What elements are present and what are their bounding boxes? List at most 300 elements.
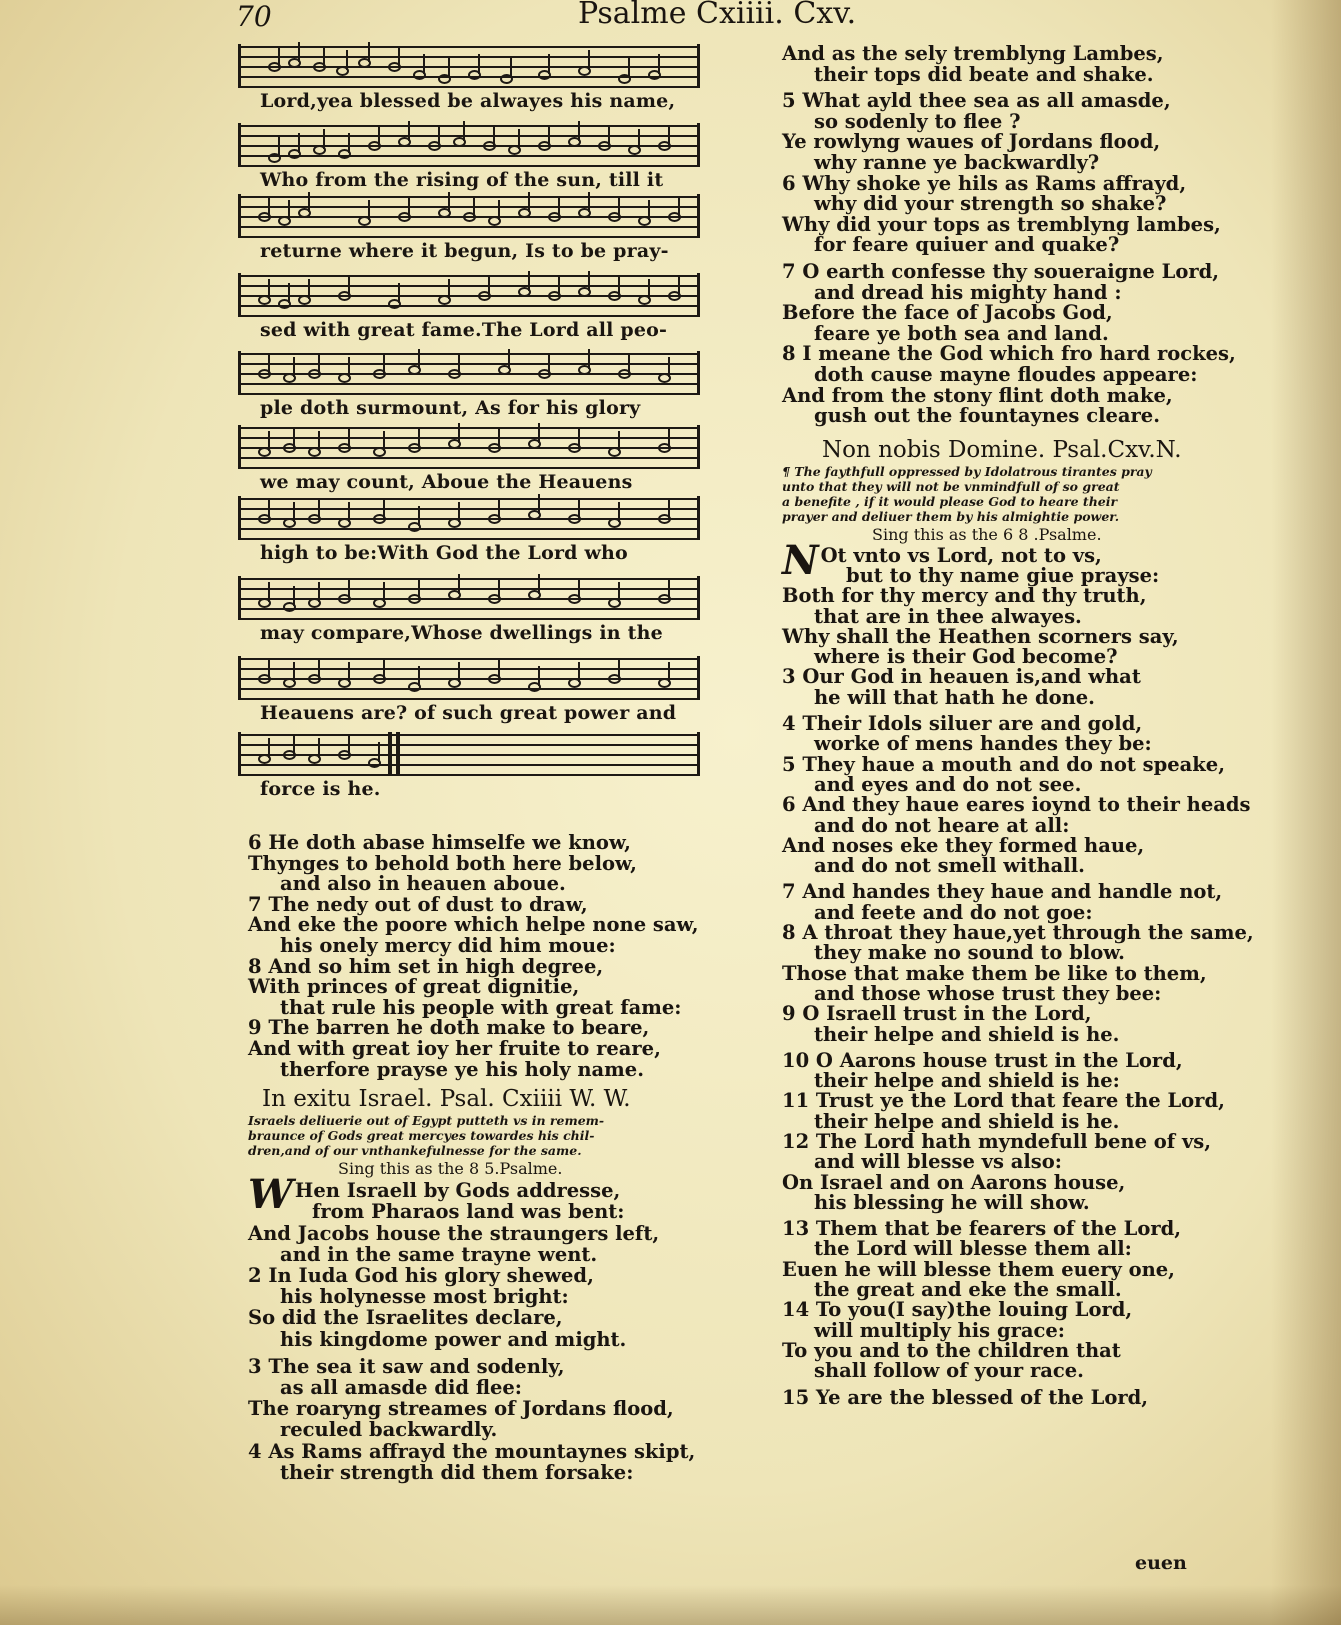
staff-line — [238, 698, 700, 700]
verse-line — [248, 1265, 718, 1286]
verse-text: Euen he will blesse them euery one, — [782, 1257, 1175, 1281]
note-stem — [383, 431, 385, 451]
right-text-column — [782, 42, 1254, 1409]
psalm113-verses — [248, 833, 718, 1080]
staff-line — [238, 688, 700, 690]
verse-line — [248, 1462, 718, 1483]
verse-text: 6 And they haue eares ioynd to their heads — [782, 793, 1251, 817]
note-stem — [548, 54, 550, 74]
note-stem — [578, 662, 580, 682]
note-stem — [318, 498, 320, 518]
verse-line — [248, 1356, 718, 1377]
music-staff-block — [238, 732, 708, 811]
note-stem — [383, 658, 385, 678]
note-stem — [488, 275, 490, 295]
verse-line — [782, 259, 1220, 283]
verse-line — [782, 235, 1202, 256]
note-stem — [578, 578, 580, 598]
verse-text: gush out the fountaynes cleare. — [814, 404, 1160, 428]
staff-line — [238, 508, 700, 510]
staff-barline — [238, 732, 241, 776]
note-stem — [668, 427, 670, 447]
note-stem — [318, 582, 320, 602]
verse-line — [782, 1089, 1225, 1113]
verse-line — [248, 1286, 718, 1307]
music-staff — [238, 732, 700, 776]
verse-text: and do not heare at all: — [814, 813, 1070, 837]
verse-line — [248, 1223, 718, 1244]
music-lyric-line: high to be:With God the Lord who — [260, 542, 628, 564]
verse-text: therfore prayse ye his holy name. — [280, 1057, 645, 1081]
note-stem — [618, 582, 620, 602]
note-stem — [288, 200, 290, 220]
staff-line — [238, 86, 700, 88]
staff-line — [238, 305, 700, 307]
note-stem — [378, 742, 380, 762]
note-stem — [293, 662, 295, 682]
verse-line — [248, 1441, 718, 1462]
note-stem — [418, 349, 420, 369]
note-stem — [268, 353, 270, 373]
note-stem — [348, 502, 350, 522]
verse-text: To you and to the children that — [782, 1338, 1121, 1362]
verse-text: And eke the poore which helpe none saw, — [248, 913, 699, 937]
note-stem — [578, 427, 580, 447]
staff-line — [238, 275, 700, 277]
note-stem — [318, 431, 320, 451]
music-staff-block — [238, 273, 708, 352]
verse-text: And Jacobs house the straungers left, — [248, 1221, 660, 1245]
staff-barline — [238, 194, 241, 238]
music-lyric-line: force is he. — [260, 778, 381, 800]
verse-line — [248, 933, 718, 957]
argument-line: ¶ The faythfull oppressed by Idolatrous tirantes pray — [782, 463, 1152, 479]
verse-text: 8 And so him set in high degree, — [248, 954, 604, 978]
note-stem — [308, 192, 310, 212]
verse-text: reculed backwardly. — [280, 1418, 498, 1442]
staff-line — [238, 668, 700, 670]
verse-line — [782, 62, 1202, 86]
verse-text: 4 As Rams affrayd the mountaynes skipt, — [248, 1439, 696, 1463]
note-stem — [448, 279, 450, 299]
verse-text: 7 O earth confesse thy soueraigne Lord, — [782, 259, 1220, 283]
note-stem — [298, 42, 300, 62]
note-stem — [278, 137, 280, 157]
verse-line — [248, 1377, 718, 1398]
verse-text: feare ye both sea and land. — [814, 321, 1109, 345]
note-stem — [293, 734, 295, 754]
verse-text: Ot vnto vs Lord, not to vs, — [820, 543, 1102, 567]
note-stem — [268, 196, 270, 216]
staff-barline — [697, 351, 700, 395]
note-stem — [458, 423, 460, 443]
staff-line — [238, 427, 700, 429]
verse-line — [782, 900, 1202, 924]
verse-line — [782, 813, 1202, 837]
note-stem — [293, 502, 295, 522]
note-stem — [268, 498, 270, 518]
verse-text: Why did your tops as tremblyng lambes, — [782, 212, 1221, 236]
verse-line — [248, 1244, 718, 1265]
note-stem — [458, 502, 460, 522]
note-stem — [458, 353, 460, 373]
staff-barline — [697, 44, 700, 88]
verse-line — [782, 981, 1202, 1005]
verse-line — [782, 1170, 1202, 1194]
verse-text: his kingdome power and might. — [280, 1327, 627, 1351]
psalm114-verses — [248, 1171, 718, 1484]
staff-barline — [697, 576, 700, 620]
music-staff — [238, 123, 700, 167]
staff-line — [238, 165, 700, 167]
verse-line — [782, 383, 1202, 407]
verse-line — [782, 1130, 1212, 1153]
staff-line — [238, 498, 700, 500]
verse-line — [248, 1307, 718, 1328]
argument-line: braunce of Gods great mercyes towardes his chil- — [248, 1128, 595, 1144]
staff-line — [238, 46, 700, 48]
verse-line — [782, 1004, 1202, 1024]
note-stem — [668, 357, 670, 377]
verse-text: 2 In Iuda God his glory shewed, — [248, 1263, 594, 1287]
music-staff-block — [238, 656, 708, 735]
verse-text: 5 They haue a mouth and do not speake, — [782, 752, 1225, 776]
verse-line — [782, 961, 1207, 985]
note-stem — [498, 578, 500, 598]
note-stem — [318, 738, 320, 758]
final-barline — [396, 732, 400, 776]
verse-line — [782, 132, 1202, 153]
note-stem — [498, 658, 500, 678]
catchword: euen — [1135, 1552, 1187, 1574]
verse-line — [782, 1385, 1202, 1409]
verse-line — [782, 752, 1225, 776]
note-stem — [528, 271, 530, 291]
note-stem — [618, 502, 620, 522]
verse-line — [782, 921, 1254, 945]
note-stem — [538, 494, 540, 514]
drop-capital: N — [782, 536, 819, 584]
music-staff — [238, 425, 700, 469]
verse-text: 12 The Lord hath myndefull bene of vs, — [782, 1130, 1212, 1153]
verse-line — [782, 772, 1202, 796]
verse-text: but to thy name giue prayse: — [846, 563, 1160, 587]
staff-line — [238, 353, 700, 355]
note-stem — [658, 54, 660, 74]
verse-text: 3 Our God in heauen is,and what — [782, 665, 1141, 689]
psalm115-tune-note: Sing this as the 6 8 .Psalme. — [872, 524, 1102, 544]
music-staff-block — [238, 496, 708, 575]
music-lyric-line: ple doth surmount, As for his glory — [260, 397, 641, 419]
verse-text: that rule his people with great fame: — [280, 995, 682, 1019]
note-stem — [473, 196, 475, 216]
staff-line — [238, 754, 700, 756]
verse-text: will multiply his grace: — [814, 1318, 1065, 1342]
verse-line — [782, 44, 1202, 65]
psalm114-continued-verses — [782, 42, 1236, 428]
verse-line — [782, 171, 1202, 195]
note-stem — [510, 58, 512, 78]
verse-text: Before the face of Jacobs God, — [782, 301, 1113, 325]
staff-barline — [238, 123, 241, 167]
verse-text: 9 O Israell trust in the Lord, — [782, 1002, 1092, 1026]
staff-barline — [697, 656, 700, 700]
verse-text: worke of mens handes they be: — [814, 732, 1152, 756]
verse-text: as all amasde did flee: — [280, 1375, 523, 1399]
argument-line: dren,and of our vnthankefulnesse for the same. — [248, 1143, 582, 1159]
verse-line — [248, 1057, 718, 1081]
note-stem — [408, 196, 410, 216]
note-stem — [498, 498, 500, 518]
staff-line — [238, 447, 700, 449]
staff-barline — [238, 496, 241, 540]
verse-text: for feare quiuer and quake? — [814, 233, 1120, 257]
note-stem — [346, 50, 348, 70]
staff-barline — [238, 576, 241, 620]
note-stem — [538, 666, 540, 686]
note-stem — [608, 125, 610, 145]
note-stem — [548, 353, 550, 373]
staff-barline — [238, 44, 241, 88]
verse-text: 5 What ayld thee sea as all amasde, — [782, 89, 1171, 113]
verse-line — [782, 1219, 1202, 1239]
verse-line — [782, 1190, 1202, 1214]
verse-line — [248, 1201, 718, 1222]
verse-line — [782, 734, 1202, 754]
verse-line — [248, 1398, 718, 1419]
staff-line — [238, 56, 700, 58]
verse-line — [782, 91, 1202, 112]
verse-line — [782, 1338, 1202, 1362]
verse-line — [782, 880, 1223, 904]
note-stem — [398, 46, 400, 66]
note-stem — [548, 125, 550, 145]
music-staff-block — [238, 194, 708, 273]
note-stem — [348, 275, 350, 295]
argument-line: a benefite , if it would please God to heare their — [782, 493, 1118, 509]
page-bottom-shadow — [0, 1585, 1341, 1625]
verse-text: 4 Their Idols siluer are and gold, — [782, 712, 1143, 736]
verse-text: On Israel and on Aarons house, — [782, 1170, 1126, 1194]
verse-line — [782, 1048, 1202, 1072]
verse-line — [782, 1361, 1202, 1381]
argument-line: Israels deliuerie out of Egypt putteth vs in remem- — [248, 1113, 605, 1129]
note-stem — [668, 498, 670, 518]
verse-text: 11 Trust ye the Lord that feare the Lord, — [782, 1089, 1225, 1113]
verse-text: why ranne ye backwardly? — [814, 150, 1100, 174]
music-staff — [238, 194, 700, 238]
verse-line — [782, 647, 1202, 667]
verse-text: 8 A throat they haue,yet through the same, — [782, 921, 1254, 945]
note-stem — [458, 662, 460, 682]
verse-text: his blessing he will show. — [814, 1190, 1090, 1214]
verse-line — [782, 1071, 1202, 1091]
verse-text: their tops did beate and shake. — [814, 62, 1154, 86]
verse-text: 6 Why shoke ye hils as Rams affrayd, — [782, 171, 1187, 195]
staff-line — [238, 437, 700, 439]
verse-line — [248, 1018, 718, 1039]
verse-text: his holynesse most bright: — [280, 1285, 569, 1309]
staff-line — [238, 744, 700, 746]
verse-line — [782, 563, 1202, 587]
note-stem — [378, 125, 380, 145]
verse-text: his onely mercy did him moue: — [280, 933, 616, 957]
note-stem — [348, 662, 350, 682]
verse-text: from Pharaos land was bent: — [312, 1200, 625, 1224]
note-stem — [648, 279, 650, 299]
verse-line — [782, 280, 1202, 304]
note-stem — [423, 54, 425, 74]
verse-text: 3 The sea it saw and sodenly, — [248, 1354, 565, 1378]
staff-line — [238, 226, 700, 228]
verse-text: 14 To you(I say)the louing Lord, — [782, 1298, 1133, 1322]
argument-line: prayer and deliuer them by his almightie power. — [782, 508, 1120, 524]
verse-text: 7 The nedy out of dust to draw, — [248, 892, 588, 916]
note-stem — [538, 574, 540, 594]
verse-line — [248, 954, 718, 978]
verse-text: Those that make them be like to them, — [782, 961, 1207, 985]
note-stem — [478, 54, 480, 74]
note-stem — [348, 427, 350, 447]
verse-line — [782, 150, 1202, 174]
note-stem — [588, 50, 590, 70]
verse-text: and those whose trust they bee: — [814, 981, 1162, 1005]
music-staff — [238, 273, 700, 317]
staff-barline — [697, 194, 700, 238]
note-stem — [518, 129, 520, 149]
psalm114-argument — [248, 1113, 718, 1158]
note-stem — [618, 275, 620, 295]
note-stem — [438, 125, 440, 145]
note-stem — [418, 506, 420, 526]
note-stem — [638, 129, 640, 149]
psalm114-tune-note: Sing this as the 8 5.Psalme. — [338, 1159, 563, 1179]
note-stem — [628, 58, 630, 78]
note-stem — [418, 578, 420, 598]
note-stem — [588, 192, 590, 212]
verse-text: 10 O Aarons house trust in the Lord, — [782, 1048, 1183, 1072]
note-stem — [418, 666, 420, 686]
verse-line — [782, 109, 1202, 133]
note-stem — [578, 121, 580, 141]
note-stem — [668, 125, 670, 145]
verse-line — [782, 342, 1236, 366]
staff-barline — [238, 351, 241, 395]
note-stem — [558, 275, 560, 295]
staff-barline — [697, 425, 700, 469]
note-stem — [448, 192, 450, 212]
staff-line — [238, 155, 700, 157]
verse-line — [248, 915, 718, 936]
music-lyric-line: Heauens are? of such great power and — [260, 702, 677, 724]
psalm115-verses — [782, 536, 1254, 1409]
note-stem — [678, 275, 680, 295]
verse-line — [782, 685, 1202, 709]
staff-line — [238, 774, 700, 776]
staff-line — [238, 467, 700, 469]
note-stem — [628, 353, 630, 373]
note-stem — [578, 498, 580, 518]
argument-line: unto that they will not be vnmindfull of so great — [782, 478, 1120, 494]
note-stem — [538, 423, 540, 443]
note-stem — [383, 353, 385, 373]
verse-text: they make no sound to blow. — [814, 941, 1125, 965]
staff-line — [238, 578, 700, 580]
note-stem — [323, 129, 325, 149]
verse-text: and eyes and do not see. — [814, 772, 1082, 796]
verse-text: Thynges to behold both here below, — [248, 851, 637, 875]
verse-text: 13 Them that be fearers of the Lord, — [782, 1217, 1182, 1241]
verse-text: And as the sely tremblyng Lambes, — [782, 42, 1164, 65]
verse-text: that are in thee alwayes. — [814, 604, 1082, 628]
verse-line — [782, 1022, 1202, 1046]
note-stem — [268, 279, 270, 299]
note-stem — [368, 200, 370, 220]
staff-barline — [697, 732, 700, 776]
verse-text: their strength did them forsake: — [280, 1460, 634, 1484]
note-stem — [318, 658, 320, 678]
verse-line — [782, 667, 1202, 687]
note-stem — [348, 734, 350, 754]
verse-line — [782, 1239, 1202, 1259]
note-stem — [293, 357, 295, 377]
verse-line — [248, 892, 718, 916]
verse-line — [248, 851, 718, 875]
drop-capital: W — [248, 1171, 293, 1219]
staff-line — [238, 135, 700, 137]
music-staff — [238, 351, 700, 395]
music-staff — [238, 496, 700, 540]
final-barline — [388, 732, 392, 776]
note-stem — [458, 574, 460, 594]
page-edge-shadow — [1271, 0, 1341, 1625]
note-stem — [268, 582, 270, 602]
note-stem — [668, 662, 670, 682]
note-stem — [268, 431, 270, 451]
staff-line — [238, 66, 700, 68]
music-staff — [238, 576, 700, 620]
verse-line — [782, 321, 1202, 345]
verse-text: 15 Ye are the blessed of the Lord, — [782, 1385, 1149, 1409]
music-staff-block — [238, 123, 708, 202]
staff-line — [238, 538, 700, 540]
note-stem — [383, 582, 385, 602]
staff-line — [238, 457, 700, 459]
staff-line — [238, 315, 700, 317]
note-stem — [308, 279, 310, 299]
verse-line — [782, 856, 1202, 876]
verse-text: their helpe and shield is he: — [814, 1069, 1120, 1093]
verse-line — [782, 624, 1202, 648]
staff-barline — [697, 123, 700, 167]
note-stem — [498, 200, 500, 220]
note-stem — [528, 192, 530, 212]
verse-line — [782, 714, 1202, 734]
verse-line — [782, 362, 1202, 386]
verse-line — [248, 1419, 718, 1440]
note-stem — [508, 349, 510, 369]
note-stem — [678, 196, 680, 216]
music-staff — [238, 44, 700, 88]
verse-text: the great and eke the small. — [814, 1278, 1122, 1302]
staff-line — [238, 236, 700, 238]
staff-line — [238, 608, 700, 610]
music-staff-block — [238, 425, 708, 504]
verse-line — [782, 194, 1202, 215]
note-stem — [348, 357, 350, 377]
verse-line — [248, 1036, 718, 1060]
note-stem — [618, 196, 620, 216]
